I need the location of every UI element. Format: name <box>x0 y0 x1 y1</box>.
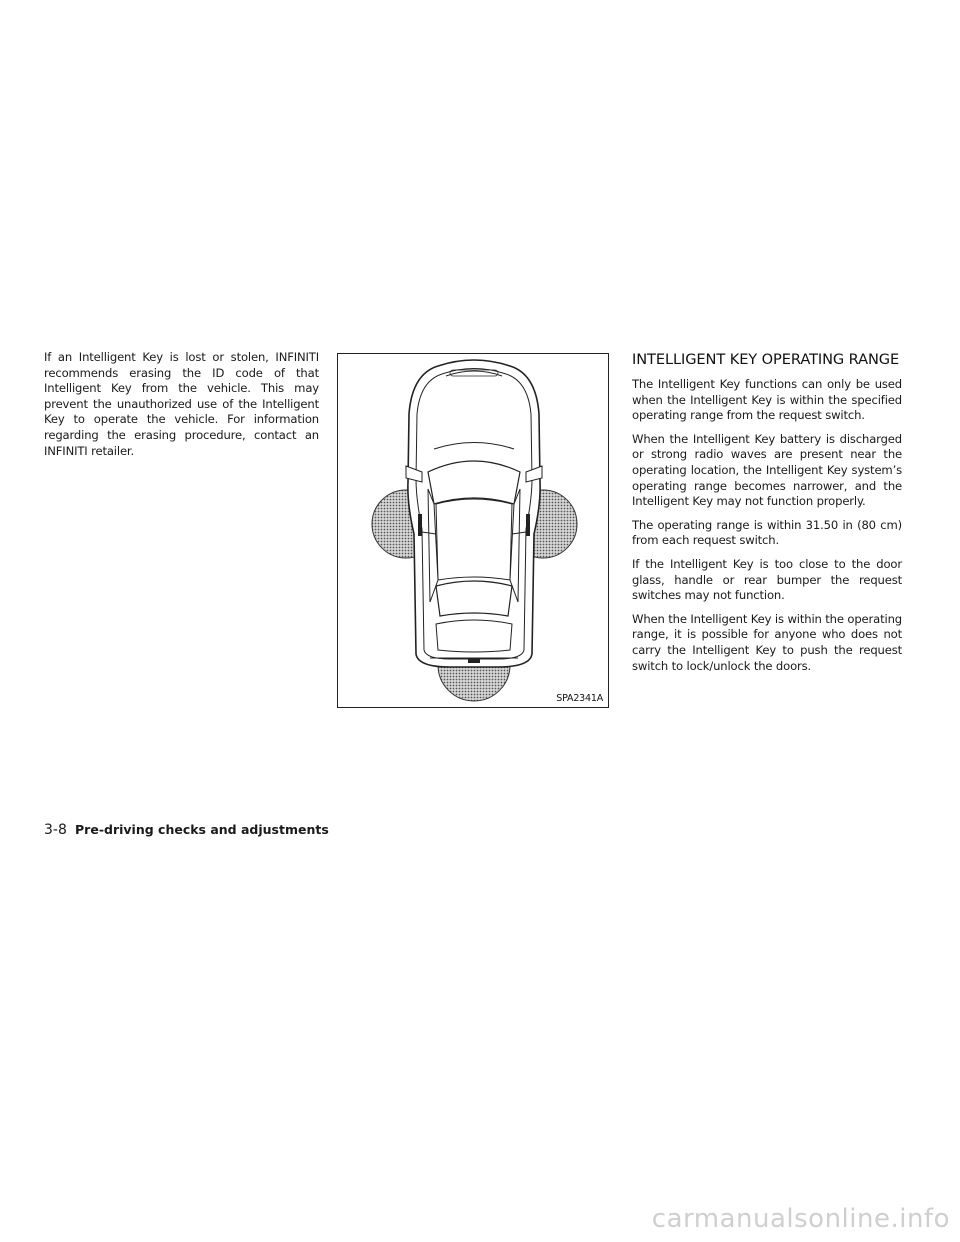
body-paragraph: If the Intelligent Key is too close to the door glass, handle or rear bumper the request switches may not function. <box>632 556 902 603</box>
page-footer <box>44 822 329 838</box>
right-request-switch <box>526 514 530 536</box>
figure-code: SPA2341A <box>556 693 603 704</box>
operating-range-figure <box>337 353 609 708</box>
roof <box>436 499 512 580</box>
lost-key-paragraph: If an Intelligent Key is lost or stolen, INFINITI recommends erasing the ID code of that Intelligent Key from the vehicle. This may prevent the unauthorized use of the Intelligent Key to operate the vehicle. For information regarding the erasing procedure, contact an INFINITI retailer. <box>44 350 319 458</box>
car-top-view-diagram <box>338 354 608 707</box>
left-request-switch <box>418 514 422 536</box>
body-paragraph: When the Intelligent Key battery is discharged or strong radio waves are present near the operating location, the Intelligent Key system’s operating range becomes narrower, and the Intelligent Key may not function properly. <box>632 431 902 509</box>
right-column <box>632 351 902 682</box>
body-paragraph: When the Intelligent Key is within the operating range, it is possible for anyone who does not carry the Intelligent Key to push the request switch to lock/unlock the doors. <box>632 611 902 673</box>
section-heading: INTELLIGENT KEY OPERATING RANGE <box>632 351 900 368</box>
chapter-title: Pre-driving checks and adjustments <box>75 822 329 837</box>
body-paragraph: The operating range is within 31.50 in (80 cm) from each request switch. <box>632 517 902 548</box>
watermark: carmanualsonline.info <box>651 1204 950 1234</box>
page-number: 3-8 <box>44 822 67 838</box>
rear-request-switch <box>468 659 480 663</box>
body-paragraph: The Intelligent Key functions can only be used when the Intelligent Key is within the specified operating range from the request switch. <box>632 377 902 423</box>
rear-window <box>436 581 512 616</box>
left-column <box>44 350 319 459</box>
windshield <box>428 461 520 504</box>
